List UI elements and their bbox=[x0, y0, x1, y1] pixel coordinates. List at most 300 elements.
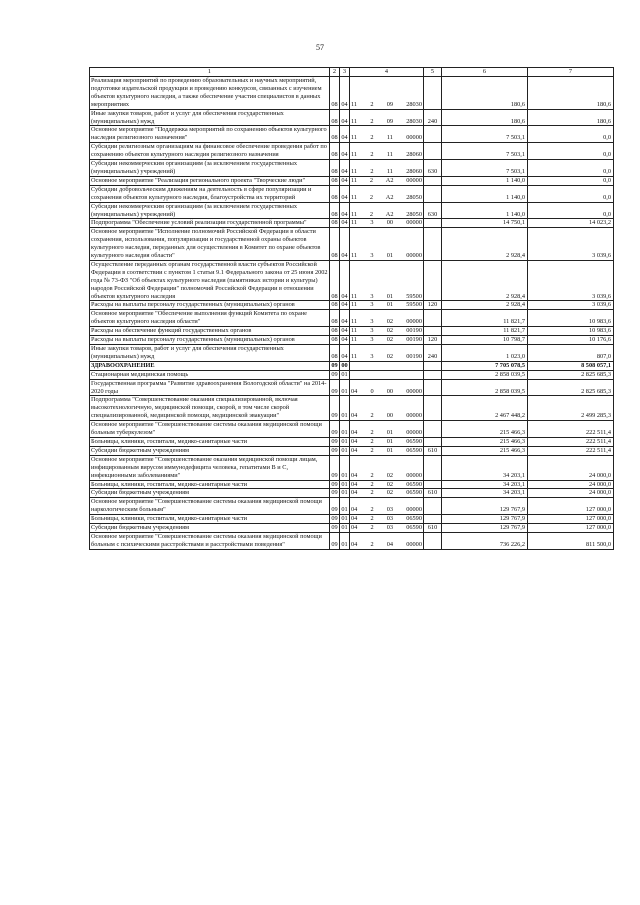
row-amount-year1: 129 767,9 bbox=[442, 498, 528, 515]
target-code-direction: 28060 bbox=[406, 167, 422, 175]
target-code-subprogram: 2 bbox=[369, 210, 373, 218]
row-section-code: 08 bbox=[330, 143, 340, 160]
target-code-program: 11 bbox=[351, 318, 358, 326]
row-subsection-code: 04 bbox=[341, 336, 348, 344]
row-amount-year2: 222 511,4 bbox=[528, 437, 614, 446]
table-row bbox=[90, 396, 614, 421]
row-subsection-code: 01 bbox=[340, 379, 350, 396]
target-code-subprogram: 2 bbox=[370, 100, 374, 108]
row-section-code: 09 bbox=[330, 421, 340, 438]
target-code-event: 00 bbox=[386, 387, 394, 395]
row-expense-type bbox=[424, 228, 442, 261]
target-code-subprogram: 2 bbox=[370, 489, 374, 497]
row-amount-year1: 2 928,4 bbox=[442, 301, 528, 310]
row-section-code: 08 bbox=[330, 160, 340, 177]
target-code-subprogram: 2 bbox=[370, 117, 374, 125]
target-code-direction: 00000 bbox=[406, 134, 422, 142]
row-amount-year2: 2 825 685,3 bbox=[528, 379, 614, 396]
row-subsection-code: 04 bbox=[340, 109, 350, 126]
target-code-program: 04 bbox=[351, 446, 358, 454]
table-row bbox=[90, 480, 614, 489]
target-code-direction: 06590 bbox=[406, 480, 422, 488]
row-amount-year2: 0,0 bbox=[528, 143, 614, 160]
row-expense-type bbox=[424, 185, 442, 202]
target-code-program: 04 bbox=[351, 437, 358, 445]
target-code-event: 02 bbox=[386, 471, 394, 479]
row-section-code: 08 bbox=[330, 77, 340, 110]
target-code-program: 11 bbox=[351, 210, 358, 218]
target-code-subprogram: 2 bbox=[370, 524, 374, 532]
row-amount-year1: 7 503,1 bbox=[442, 126, 528, 143]
row-amount-year1: 34 203,1 bbox=[442, 489, 528, 498]
row-target-code bbox=[350, 185, 424, 202]
table-row bbox=[90, 532, 614, 549]
target-code-event: 01 bbox=[386, 301, 393, 309]
target-code-direction: 00000 bbox=[406, 506, 422, 514]
row-name: Основное мероприятие "Совершенствование системы оказания медицинской помощи наркологическим больным" bbox=[90, 498, 330, 515]
row-amount-year1: 2 928,4 bbox=[442, 260, 528, 301]
target-code-direction: 59500 bbox=[406, 301, 422, 309]
target-code-event: 03 bbox=[386, 506, 394, 514]
table-row bbox=[90, 260, 614, 301]
row-name: Больницы, клиники, госпитали, медико-санитарные части bbox=[90, 515, 330, 524]
target-code-direction: 00000 bbox=[406, 219, 422, 227]
row-section-code: 09 bbox=[330, 498, 340, 515]
row-amount-year2: 127 000,0 bbox=[528, 524, 614, 533]
header-cell: 1 bbox=[90, 68, 330, 77]
row-expense-type: 610 bbox=[424, 446, 442, 455]
row-name: Субсидии некоммерческим организациям (за исключением государственных (муниципальных) учреждений) bbox=[90, 202, 330, 219]
row-amount-year1: 1 140,0 bbox=[442, 202, 528, 219]
table-row bbox=[90, 455, 614, 480]
target-code-program: 04 bbox=[351, 471, 358, 479]
target-code-event: 02 bbox=[386, 327, 393, 335]
row-section-code: 08 bbox=[330, 310, 340, 327]
row-subsection-code: 04 bbox=[340, 185, 350, 202]
row-amount-year2: 2 499 285,3 bbox=[528, 396, 614, 421]
row-target-code bbox=[350, 109, 424, 126]
target-code-subprogram: 3 bbox=[370, 318, 374, 326]
row-section-code: 09 bbox=[331, 437, 338, 445]
row-section-code: 09 bbox=[330, 379, 340, 396]
target-code-subprogram: 3 bbox=[370, 301, 374, 309]
row-amount-year2: 180,6 bbox=[528, 77, 614, 110]
target-code-program: 04 bbox=[351, 412, 358, 420]
row-expense-type bbox=[424, 219, 442, 228]
row-name: Субсидии добровольческим движениям на деятельность в сфере популяризации и сохранения объектов культурного наследия, благоустройства их территорий bbox=[90, 185, 330, 202]
row-subsection-code: 01 bbox=[341, 515, 348, 523]
target-code-event: A2 bbox=[385, 193, 394, 201]
row-name: Осуществление переданных органам государственной власти субъектов Российской Федерации в соответствии с пунктом 1 статьи 9.1 Федерального закона от 25 июня 2002 года № 73-ФЗ "Об объектах культурного наследия (памятниках истории и культуры) народов Российской Федерации" полномочий Российской Федерации в отношении объектов культурного наследия bbox=[91, 260, 328, 300]
row-amount-year1: 736 226,2 bbox=[442, 532, 528, 549]
target-code-event: 03 bbox=[386, 524, 394, 532]
table-row bbox=[90, 143, 614, 160]
row-name: Больницы, клиники, госпитали, медико-санитарные части bbox=[90, 437, 330, 446]
target-code-program: 11 bbox=[351, 100, 358, 108]
row-target-code bbox=[350, 446, 424, 455]
row-amount-year2: 0,0 bbox=[528, 160, 614, 177]
target-code-event: 01 bbox=[386, 446, 394, 454]
row-subsection-code: 01 bbox=[341, 524, 348, 532]
row-target-code bbox=[350, 336, 424, 345]
row-name: Государственная программа "Развитие здравоохранения Вологодской области" на 2014-2020 годы bbox=[90, 379, 330, 396]
row-name: Основное мероприятие "Совершенствование системы оказания медицинской помощи больным туберкулезом" bbox=[90, 421, 330, 438]
row-expense-type bbox=[424, 498, 442, 515]
target-code-direction: 06590 bbox=[406, 446, 422, 454]
row-section-code: 09 bbox=[331, 370, 338, 378]
row-section-code: 08 bbox=[330, 126, 340, 143]
target-code-event: A2 bbox=[385, 210, 394, 218]
row-amount-year2: 222 511,4 bbox=[528, 421, 614, 438]
target-code-program: 04 bbox=[351, 429, 358, 437]
target-code-program: 11 bbox=[351, 134, 358, 142]
table-row bbox=[90, 345, 614, 362]
target-code-subprogram: 2 bbox=[370, 480, 374, 488]
row-target-code bbox=[350, 176, 424, 185]
page-number: 57 bbox=[316, 43, 324, 52]
target-code-subprogram: 2 bbox=[370, 412, 374, 420]
row-amount-year1: 7 503,1 bbox=[442, 160, 528, 177]
row-target-code bbox=[350, 202, 424, 219]
target-code-event: 11 bbox=[386, 167, 393, 175]
target-code-event: 01 bbox=[386, 437, 394, 445]
row-expense-type: 610 bbox=[424, 524, 442, 533]
row-expense-type bbox=[424, 455, 442, 480]
target-code-event: 04 bbox=[386, 540, 394, 548]
row-amount-year1: 34 203,1 bbox=[442, 455, 528, 480]
row-section-code: 08 bbox=[331, 219, 338, 227]
row-amount-year2: 24 000,0 bbox=[528, 455, 614, 480]
row-amount-year2: 3 039,6 bbox=[528, 301, 614, 310]
row-amount-year2: 127 000,0 bbox=[528, 515, 614, 524]
row-target-code bbox=[350, 370, 424, 379]
target-code-event: 02 bbox=[386, 489, 394, 497]
row-target-code bbox=[350, 480, 424, 489]
table-row bbox=[90, 498, 614, 515]
row-target-code bbox=[350, 143, 424, 160]
row-amount-year1: 129 767,9 bbox=[442, 515, 528, 524]
target-code-subprogram: 2 bbox=[370, 429, 374, 437]
row-amount-year1: 215 466,3 bbox=[442, 421, 528, 438]
target-code-subprogram: 3 bbox=[370, 327, 374, 335]
target-code-subprogram: 2 bbox=[370, 134, 374, 142]
row-subsection-code: 01 bbox=[341, 370, 348, 378]
target-code-program: 11 bbox=[351, 176, 358, 184]
target-code-event: 02 bbox=[386, 318, 393, 326]
row-section-code: 08 bbox=[331, 336, 338, 344]
target-code-program: 04 bbox=[351, 387, 358, 395]
header-cell: 6 bbox=[442, 68, 528, 77]
table-row bbox=[90, 219, 614, 228]
target-code-event: 11 bbox=[386, 151, 393, 159]
row-name: Основное мероприятие "Совершенствование системы оказания медицинской помощи больным с психическими расстройствами и расстройствами поведения" bbox=[90, 532, 330, 549]
target-code-direction: 00190 bbox=[406, 352, 422, 360]
row-amount-year1: 7 705 078,5 bbox=[442, 361, 528, 370]
target-code-program: 04 bbox=[351, 515, 358, 523]
row-target-code bbox=[350, 532, 424, 549]
row-name: Расходы на выплаты персоналу государственных (муниципальных) органов bbox=[90, 301, 330, 310]
header-row bbox=[90, 68, 614, 77]
target-code-subprogram: 2 bbox=[370, 540, 374, 548]
target-code-subprogram: 2 bbox=[370, 151, 374, 159]
table-row bbox=[90, 437, 614, 446]
row-amount-year1: 1 023,0 bbox=[442, 345, 528, 362]
target-code-direction: 28060 bbox=[406, 151, 422, 159]
table-row bbox=[90, 446, 614, 455]
row-target-code bbox=[350, 421, 424, 438]
target-code-subprogram: 2 bbox=[370, 446, 374, 454]
row-amount-year2: 3 039,6 bbox=[528, 228, 614, 261]
row-section-code: 09 bbox=[331, 489, 338, 497]
table-row bbox=[90, 370, 614, 379]
row-amount-year1: 11 821,7 bbox=[442, 327, 528, 336]
table-row bbox=[90, 160, 614, 177]
row-expense-type bbox=[424, 260, 442, 301]
row-section-code: 09 bbox=[330, 396, 340, 421]
row-amount-year2: 8 508 057,1 bbox=[528, 361, 614, 370]
table-row bbox=[90, 176, 614, 185]
target-code-program: 04 bbox=[351, 524, 358, 532]
row-name: ЗДРАВООХРАНЕНИЕ bbox=[90, 361, 330, 370]
target-code-subprogram: 2 bbox=[369, 176, 373, 184]
row-name: Больницы, клиники, госпитали, медико-санитарные части bbox=[90, 480, 330, 489]
row-expense-type bbox=[424, 515, 442, 524]
header-cell: 7 bbox=[528, 68, 614, 77]
target-code-event: 01 bbox=[386, 429, 394, 437]
row-amount-year2: 10 983,6 bbox=[528, 327, 614, 336]
row-subsection-code: 04 bbox=[340, 126, 350, 143]
target-code-subprogram: 3 bbox=[370, 352, 374, 360]
target-code-program: 11 bbox=[351, 352, 358, 360]
row-target-code bbox=[350, 260, 424, 301]
row-name: Основное мероприятие "Исполнение полномочий Российской Федерации в области сохранения, использования, популяризации и государственной охраны объектов культурного наследия, переданных для осуществления в Комитет по охране объектов культурного наследия области" bbox=[90, 228, 330, 261]
row-section-code: 08 bbox=[330, 345, 340, 362]
target-code-event: 03 bbox=[386, 515, 394, 523]
row-amount-year1: 129 767,9 bbox=[442, 524, 528, 533]
row-subsection-code: 01 bbox=[340, 455, 350, 480]
header-cell: 2 bbox=[330, 68, 340, 77]
row-section-code: 08 bbox=[330, 109, 340, 126]
target-code-subprogram: 2 bbox=[370, 515, 374, 523]
row-expense-type bbox=[424, 361, 442, 370]
table-row bbox=[90, 310, 614, 327]
row-target-code bbox=[350, 126, 424, 143]
target-code-program: 11 bbox=[351, 151, 358, 159]
target-code-event: A2 bbox=[385, 176, 394, 184]
table-row bbox=[90, 202, 614, 219]
row-subsection-code: 04 bbox=[341, 327, 348, 335]
row-amount-year1: 10 798,7 bbox=[442, 336, 528, 345]
target-code-direction: 06590 bbox=[406, 489, 422, 497]
row-subsection-code: 04 bbox=[340, 228, 350, 261]
target-code-program: 11 bbox=[351, 336, 358, 344]
row-amount-year1: 34 203,1 bbox=[442, 480, 528, 489]
row-amount-year1: 7 503,1 bbox=[442, 143, 528, 160]
target-code-direction: 06590 bbox=[406, 515, 422, 523]
row-amount-year1: 180,6 bbox=[442, 77, 528, 110]
target-code-event: 09 bbox=[386, 100, 393, 108]
row-amount-year2: 10 983,6 bbox=[528, 310, 614, 327]
table-row bbox=[90, 524, 614, 533]
row-subsection-code: 04 bbox=[340, 310, 350, 327]
row-expense-type bbox=[424, 143, 442, 160]
row-target-code bbox=[350, 345, 424, 362]
target-code-event: 09 bbox=[386, 117, 393, 125]
row-expense-type bbox=[424, 77, 442, 110]
row-amount-year2: 807,0 bbox=[528, 345, 614, 362]
row-subsection-code: 04 bbox=[340, 345, 350, 362]
row-name: Субсидии бюджетным учреждениям bbox=[90, 524, 330, 533]
row-amount-year1: 2 858 039,5 bbox=[442, 379, 528, 396]
row-section-code: 09 bbox=[331, 524, 338, 532]
row-name: Основное мероприятие "Реализация регионального проекта "Творческие люди" bbox=[90, 176, 330, 185]
target-code-subprogram: 3 bbox=[370, 252, 374, 260]
target-code-event: 02 bbox=[386, 480, 394, 488]
row-section-code: 08 bbox=[330, 202, 340, 219]
row-amount-year2: 180,6 bbox=[528, 109, 614, 126]
row-subsection-code: 04 bbox=[341, 176, 348, 184]
row-section-code: 09 bbox=[331, 361, 338, 369]
row-name: Стационарная медицинская помощь bbox=[90, 370, 330, 379]
row-name: Реализация мероприятий по проведению образовательных и научных мероприятий, подготовке издательской продукции и проведению конкурсов, связанных с изучением объектов культурного наследия, а также обеспечение участия специалистов в данных мероприятиях bbox=[90, 77, 330, 110]
target-code-event: 01 bbox=[386, 292, 393, 300]
row-name: Основное мероприятие "Совершенствование оказания медицинской помощи лицам, инфицированным вирусом иммунодефицита человека, гепатитами В и С, инфекционными заболеваниями" bbox=[90, 455, 330, 480]
table-row bbox=[90, 185, 614, 202]
row-target-code bbox=[350, 515, 424, 524]
table-row bbox=[90, 77, 614, 110]
row-expense-type bbox=[424, 126, 442, 143]
row-section-code: 08 bbox=[331, 327, 338, 335]
target-code-program: 11 bbox=[351, 292, 358, 300]
row-target-code bbox=[350, 77, 424, 110]
row-amount-year2: 222 511,4 bbox=[528, 446, 614, 455]
row-section-code: 08 bbox=[330, 260, 340, 301]
row-amount-year2: 3 039,6 bbox=[528, 260, 614, 301]
target-code-direction: 28030 bbox=[406, 100, 422, 108]
row-amount-year1: 215 466,3 bbox=[442, 446, 528, 455]
row-expense-type bbox=[424, 532, 442, 549]
row-target-code bbox=[350, 489, 424, 498]
row-section-code: 09 bbox=[331, 446, 338, 454]
row-expense-type bbox=[424, 396, 442, 421]
target-code-program: 11 bbox=[351, 327, 358, 335]
row-expense-type bbox=[424, 327, 442, 336]
row-subsection-code: 01 bbox=[341, 480, 348, 488]
target-code-subprogram: 0 bbox=[370, 387, 374, 395]
row-subsection-code: 01 bbox=[341, 446, 348, 454]
row-amount-year1: 1 140,0 bbox=[442, 185, 528, 202]
target-code-program: 11 bbox=[351, 301, 358, 309]
row-name: Основное мероприятие "Поддержка мероприятий по сохранению объектов культурного наследия религиозного назначения" bbox=[90, 126, 330, 143]
table-row bbox=[90, 301, 614, 310]
row-amount-year2: 0,0 bbox=[528, 185, 614, 202]
target-code-program: 04 bbox=[351, 480, 358, 488]
row-subsection-code: 01 bbox=[340, 421, 350, 438]
target-code-direction: 00000 bbox=[406, 176, 422, 184]
row-expense-type: 120 bbox=[424, 301, 442, 310]
target-code-direction: 00000 bbox=[406, 540, 422, 548]
row-name: Расходы на выплаты персоналу государственных (муниципальных) органов bbox=[90, 336, 330, 345]
target-code-event: 11 bbox=[386, 134, 393, 142]
table-row bbox=[90, 327, 614, 336]
row-expense-type: 240 bbox=[424, 109, 442, 126]
target-code-subprogram: 3 bbox=[370, 219, 374, 227]
table-row bbox=[90, 361, 614, 370]
row-section-code: 08 bbox=[331, 301, 338, 309]
row-amount-year2: 0,0 bbox=[528, 202, 614, 219]
target-code-event: 01 bbox=[386, 252, 393, 260]
target-code-program: 04 bbox=[351, 506, 358, 514]
row-subsection-code: 01 bbox=[340, 532, 350, 549]
target-code-subprogram: 3 bbox=[370, 336, 374, 344]
table-row bbox=[90, 515, 614, 524]
row-name: Субсидии некоммерческим организациям (за исключением государственных (муниципальных) учреждений) bbox=[90, 160, 330, 177]
row-amount-year2: 0,0 bbox=[528, 126, 614, 143]
row-name: Субсидии бюджетным учреждениям bbox=[90, 489, 330, 498]
table-row bbox=[90, 109, 614, 126]
row-subsection-code: 04 bbox=[340, 202, 350, 219]
row-subsection-code: 04 bbox=[341, 301, 348, 309]
target-code-direction: 00000 bbox=[406, 412, 422, 420]
row-subsection-code: 04 bbox=[341, 219, 348, 227]
row-section-code: 08 bbox=[331, 176, 338, 184]
target-code-event: 00 bbox=[386, 412, 394, 420]
target-code-subprogram: 2 bbox=[370, 167, 374, 175]
row-expense-type bbox=[424, 370, 442, 379]
row-section-code: 08 bbox=[330, 228, 340, 261]
header-cell: 4 bbox=[350, 68, 424, 77]
target-code-program: 11 bbox=[351, 193, 358, 201]
target-code-direction: 59500 bbox=[406, 292, 422, 300]
target-code-program: 04 bbox=[351, 540, 358, 548]
target-code-program: 11 bbox=[351, 219, 358, 227]
row-expense-type bbox=[424, 480, 442, 489]
header-cell: 3 bbox=[340, 68, 350, 77]
row-section-code: 08 bbox=[330, 185, 340, 202]
target-code-direction: 28030 bbox=[406, 117, 422, 125]
row-amount-year2: 811 500,0 bbox=[528, 532, 614, 549]
target-code-subprogram: 2 bbox=[370, 471, 374, 479]
target-code-direction: 00000 bbox=[406, 429, 422, 437]
target-code-subprogram: 2 bbox=[369, 193, 373, 201]
row-expense-type bbox=[424, 437, 442, 446]
target-code-subprogram: 3 bbox=[370, 292, 374, 300]
row-amount-year2: 2 825 685,3 bbox=[528, 370, 614, 379]
row-target-code bbox=[350, 160, 424, 177]
row-target-code bbox=[350, 219, 424, 228]
row-subsection-code: 04 bbox=[340, 260, 350, 301]
row-amount-year1: 215 466,3 bbox=[442, 437, 528, 446]
row-amount-year1: 2 858 039,5 bbox=[442, 370, 528, 379]
row-subsection-code: 01 bbox=[340, 396, 350, 421]
row-expense-type: 240 bbox=[424, 345, 442, 362]
target-code-program: 04 bbox=[351, 489, 358, 497]
row-name: Иные закупки товаров, работ и услуг для обеспечения государственных (муниципальных) нужд bbox=[90, 109, 330, 126]
target-code-subprogram: 2 bbox=[370, 437, 374, 445]
row-amount-year2: 14 023,2 bbox=[528, 219, 614, 228]
target-code-direction: 00000 bbox=[406, 252, 422, 260]
target-code-program: 11 bbox=[351, 117, 358, 125]
target-code-program: 11 bbox=[351, 252, 358, 260]
target-code-event: 02 bbox=[386, 352, 393, 360]
row-name: Подпрограмма "Совершенствование оказания специализированной, включая высокотехнологичную, медицинской помощи, скорой, в том числе скорой специализированной, медицинской помощи, медицинской эвакуации" bbox=[90, 396, 330, 421]
row-target-code bbox=[350, 396, 424, 421]
row-section-code: 09 bbox=[330, 455, 340, 480]
row-expense-type bbox=[424, 421, 442, 438]
row-name: Расходы на обеспечение функций государственных органов bbox=[90, 327, 330, 336]
table-row bbox=[90, 379, 614, 396]
row-amount-year2: 24 000,0 bbox=[528, 489, 614, 498]
